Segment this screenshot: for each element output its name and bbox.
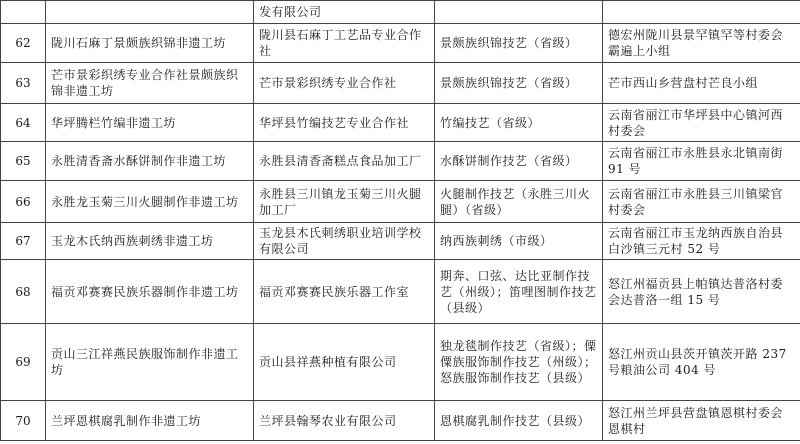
cell-workshop-name: 玉龙木氏纳西族刺绣非遗工坊	[46, 223, 254, 260]
cell-organization: 芒市景彩织绣专业合作社	[254, 63, 435, 104]
cell-skill	[435, 1, 603, 24]
cell-organization: 福贡邓赛赛民族乐器工作室	[254, 260, 435, 324]
cell-number: 65	[1, 142, 46, 181]
cell-skill: 恩棋腐乳制作技艺（县级）	[435, 401, 603, 441]
cell-number: 62	[1, 24, 46, 63]
cell-workshop-name: 永胜清香斋水酥饼制作非遗工坊	[46, 142, 254, 181]
cell-address: 云南省丽江市华坪县中心镇河西村委会	[603, 104, 800, 142]
cell-organization: 玉龙县木氏刺绣职业培训学校有限公司	[254, 223, 435, 260]
cell-number: 67	[1, 223, 46, 260]
cell-address	[603, 1, 800, 24]
cell-workshop-name: 福贡邓赛赛民族乐器制作非遗工坊	[46, 260, 254, 324]
cell-skill: 独龙毯制作技艺（省级）；傈僳族服饰制作技艺（州级）；怒族服饰制作技艺（县级）	[435, 324, 603, 401]
cell-organization: 兰坪县翰琴农业有限公司	[254, 401, 435, 441]
table-row	[1, 24, 800, 63]
continuation-row	[1, 1, 800, 24]
cell-number: 63	[1, 63, 46, 104]
table-row	[1, 324, 800, 401]
cell-number: 64	[1, 104, 46, 142]
table-body	[1, 1, 800, 441]
cell-address: 云南省丽江市玉龙纳西族自治县白沙镇三元村 52 号	[603, 223, 800, 260]
cell-skill: 景颇族织锦技艺（省级）	[435, 24, 603, 63]
table-row	[1, 401, 800, 441]
cell-skill: 火腿制作技艺（永胜三川火腿）（省级）	[435, 181, 603, 223]
cell-number: 66	[1, 181, 46, 223]
cell-workshop-name: 华坪腾栏竹编非遗工坊	[46, 104, 254, 142]
cell-number	[1, 1, 46, 24]
table-row	[1, 104, 800, 142]
cell-organization: 华坪县竹编技艺专业合作社	[254, 104, 435, 142]
cell-organization: 永胜县三川镇龙玉菊三川火腿加工厂	[254, 181, 435, 223]
cell-address: 怒江州贡山县茨开镇茨开路 237 号粮油公司 404 号	[603, 324, 800, 401]
cell-address: 云南省丽江市永胜县三川镇梁官村委会	[603, 181, 800, 223]
cell-number: 68	[1, 260, 46, 324]
cell-address: 怒江州兰坪县营盘镇恩棋村委会恩棋村	[603, 401, 800, 441]
cell-skill: 竹编技艺（省级）	[435, 104, 603, 142]
cell-workshop-name: 永胜龙玉菊三川火腿制作非遗工坊	[46, 181, 254, 223]
cell-address: 云南省丽江市永胜县永北镇南街 91 号	[603, 142, 800, 181]
cell-address: 怒江州福贡县上帕镇达普洛村委会达普洛一组 15 号	[603, 260, 800, 324]
cell-organization: 永胜县清香斋糕点食品加工厂	[254, 142, 435, 181]
cell-workshop-name: 兰坪恩棋腐乳制作非遗工坊	[46, 401, 254, 441]
cell-organization: 陇川县石麻丁工艺品专业合作社	[254, 24, 435, 63]
table-row	[1, 142, 800, 181]
table-row	[1, 181, 800, 223]
cell-workshop-name	[46, 1, 254, 24]
cell-organization: 贡山县祥燕种植有限公司	[254, 324, 435, 401]
cell-skill: 水酥饼制作技艺（省级）	[435, 142, 603, 181]
table-row	[1, 223, 800, 260]
cell-number: 69	[1, 324, 46, 401]
cell-skill: 纳西族刺绣（市级）	[435, 223, 603, 260]
table-row	[1, 63, 800, 104]
cell-skill: 景颇族织锦技艺（省级）	[435, 63, 603, 104]
table-row	[1, 260, 800, 324]
cell-workshop-name: 贡山三江祥燕民族服饰制作非遗工坊	[46, 324, 254, 401]
cell-workshop-name: 陇川石麻丁景颇族织锦非遗工坊	[46, 24, 254, 63]
cell-workshop-name: 芒市景彩织绣专业合作社景颇族织锦非遗工坊	[46, 63, 254, 104]
cell-address: 芒市西山乡营盘村芒良小组	[603, 63, 800, 104]
cell-skill: 期奔、口弦、达比亚制作技艺（州级）；笛哩图制作技艺（县级）	[435, 260, 603, 324]
cell-number: 70	[1, 401, 46, 441]
cell-address: 德宏州陇川县景罕镇罕等村委会霸遍上小组	[603, 24, 800, 63]
cell-organization: 发有限公司	[254, 1, 435, 24]
